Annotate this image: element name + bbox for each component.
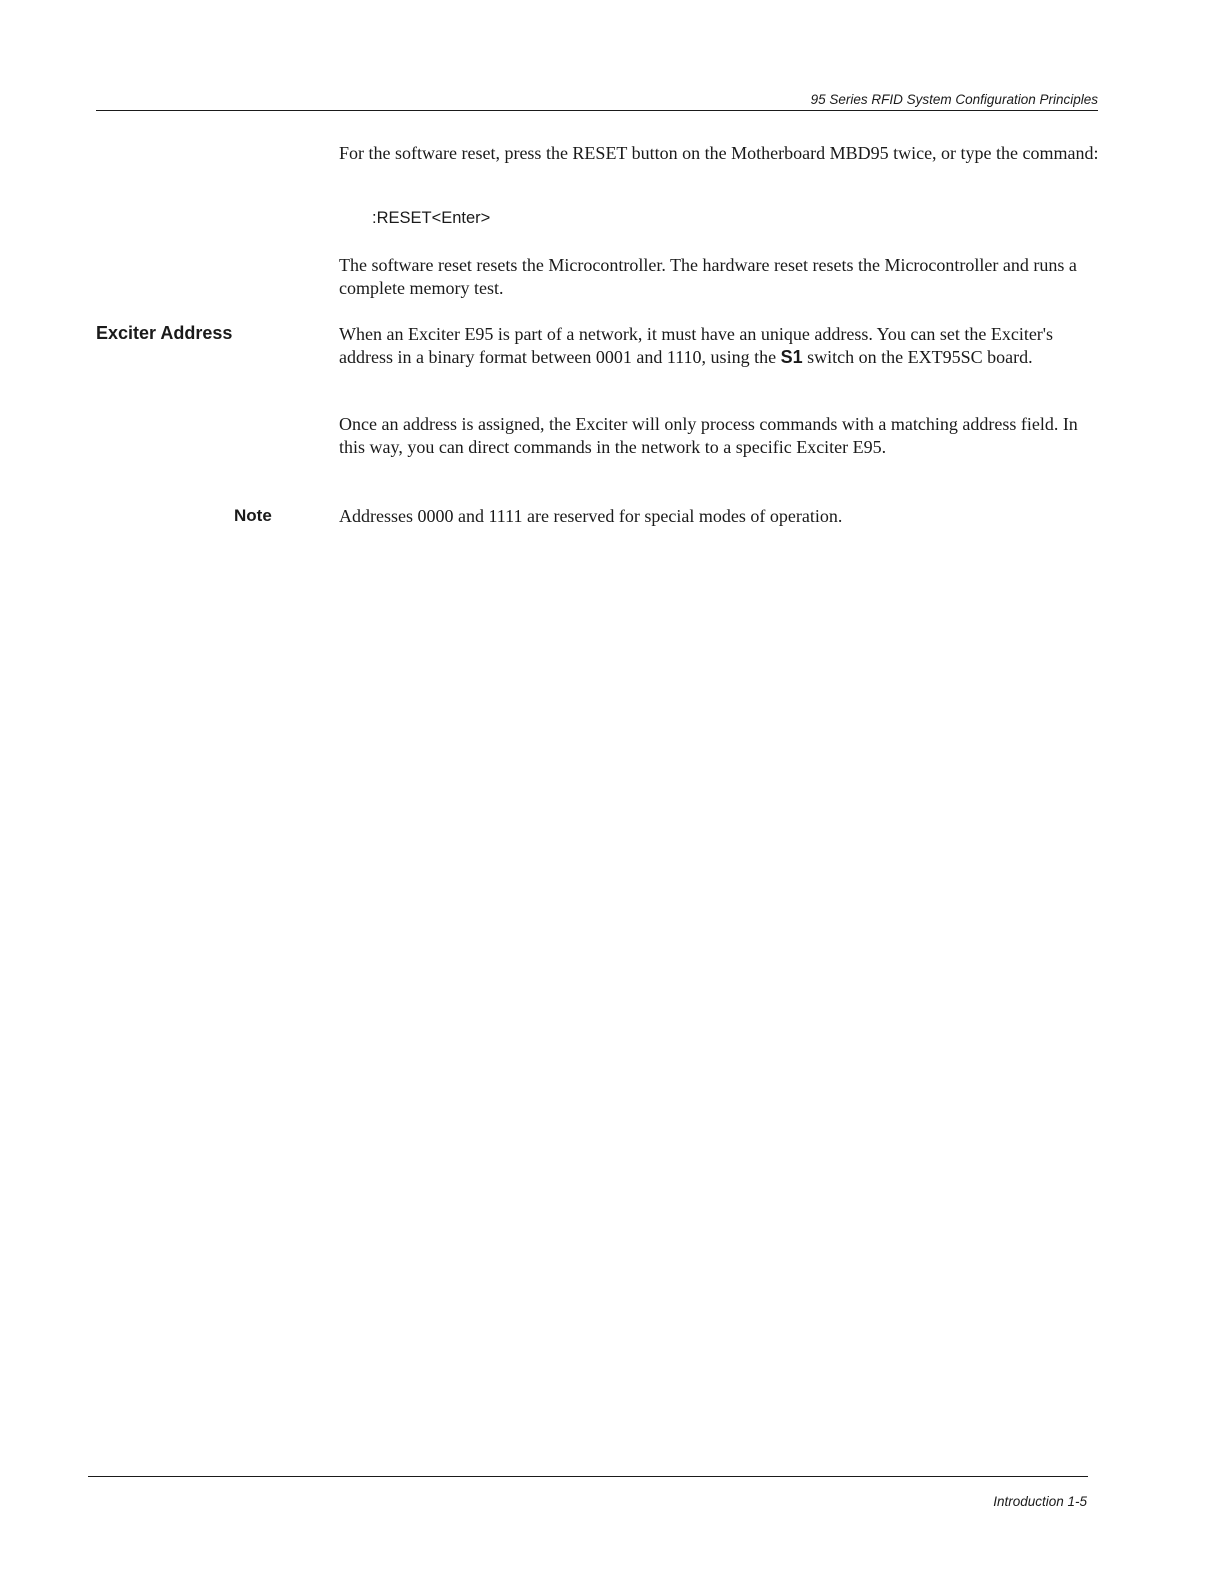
switch-name: S1: [780, 347, 803, 367]
reset-intro-paragraph: For the software reset, press the RESET button on the Motherboard MBD95 twice, or type the command:: [339, 143, 1099, 163]
exciter-address-paragraph-2: Once an address is assigned, the Exciter will only process commands with a matching address field. In this way, you can direct commands in the network to a specific Exciter E95.: [339, 414, 1078, 457]
para1-start: When an Exciter E95 is part of a network, it must have an unique address. You can set the Exciter's address in a binary format between 0001 and 1110, using the: [339, 324, 1054, 367]
exciter-address-paragraph-1: [339, 323, 1099, 369]
note-label: Note: [234, 506, 272, 525]
reset-explanation-paragraph: The software reset resets the Microcontroller. The hardware reset resets the Microcontroller and runs a complete memory test.: [339, 255, 1077, 298]
reset-command: :RESET<Enter>: [372, 209, 491, 227]
page-number: Introduction 1-5: [993, 1494, 1087, 1509]
note-text: Addresses 0000 and 1111 are reserved for special modes of operation.: [339, 506, 843, 526]
header-rule: [96, 110, 1098, 111]
para1-end: switch on the EXT95SC board.: [802, 347, 1033, 367]
exciter-address-heading: Exciter Address: [96, 323, 233, 343]
footer-rule: [88, 1476, 1088, 1477]
running-header-title: 95 Series RFID System Configuration Principles: [810, 92, 1098, 107]
